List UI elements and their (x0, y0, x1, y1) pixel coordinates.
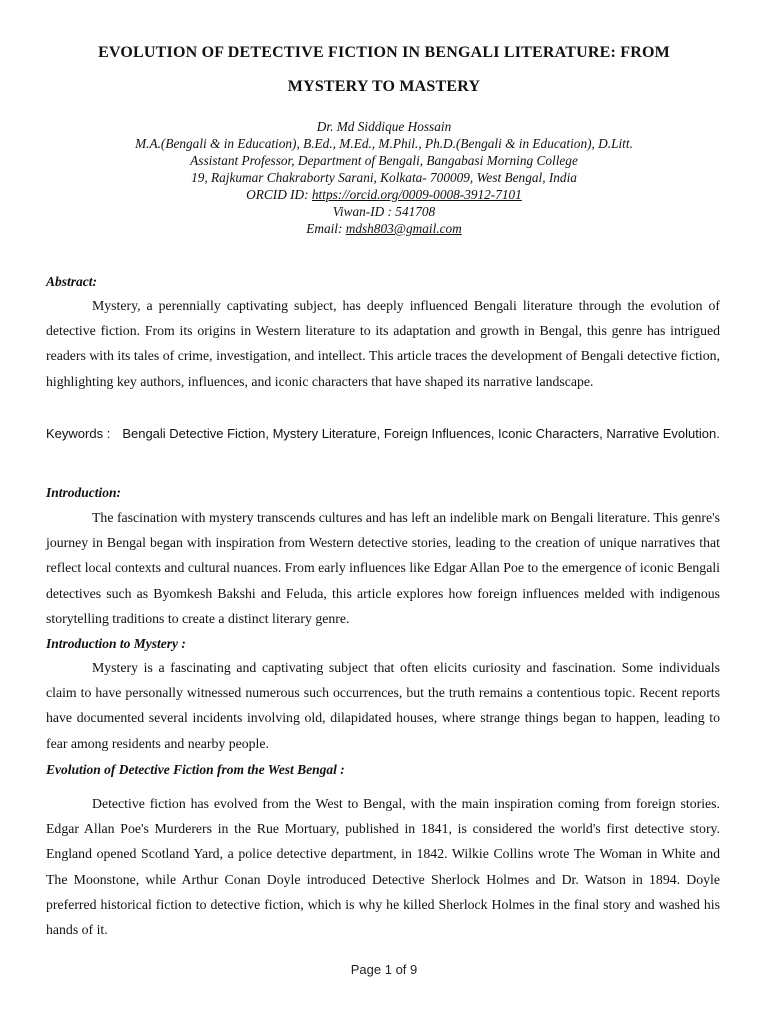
paper-title-line-2: MYSTERY TO MASTERY (287, 78, 481, 95)
keywords-text: Bengali Detective Fiction, Mystery Literature, Foreign Influences, Iconic Characters, Narrative Evolution. (122, 426, 720, 441)
author-position: Assistant Professor, Department of Bengali, Bangabasi Morning College (190, 153, 578, 168)
page-number: Page 1 of 9 (350, 962, 418, 977)
evolution-text: Detective fiction has evolved from the West to Bengal, with the main inspiration coming from foreign stories. Edgar Allan Poe's Murderers in the Rue Mortuary, published in 1841, is considered the world's first detective story. England opened Scotland Yard, a police detective department, in 1842. Wilkie Collins wrote The Woman in White and The Moonstone, while Arthur Conan Doyle introduced Detective Sherlock Holmes and Dr. Watson in 1894. Doyle preferred historical fiction to detective fiction, which is why he killed Sherlock Holmes in the final story and washed his hands of it. (46, 796, 720, 938)
introduction-heading: Introduction: (46, 485, 122, 500)
author-orcid (60, 186, 708, 203)
abstract-text: Mystery, a perennially captivating subject, has deeply influenced Bengali literature through the evolution of detective fiction. From its origins in Western literature to its adaptation and growth in Bengal, this genre has intrigued readers with its tales of crime, investigation, and intellect. This article traces the development of Bengali detective fiction, highlighting key authors, influences, and iconic characters that have shaped its narrative landscape. (46, 298, 720, 389)
abstract-heading: Abstract: (46, 274, 98, 289)
author-email (60, 220, 708, 237)
author-degrees: M.A.(Bengali & in Education), B.Ed., M.Ed., M.Phil., Ph.D.(Bengali & in Education), D.Litt. (135, 136, 633, 151)
intro-mystery-text: Mystery is a fascinating and captivating subject that often elicits curiosity and fascination. Some individuals claim to have personally witnessed numerous such occurrences, but the truth remains a contentious topic. Recent reports have documented several incidents involving old, dilapidated houses, where strange things began to happen, leading to fear among residents and nearby people. (46, 660, 720, 751)
paper-title-line-1: EVOLUTION OF DETECTIVE FICTION IN BENGALI LITERATURE: FROM (98, 44, 670, 61)
email-link[interactable]: mdsh803@gmail.com (345, 221, 462, 236)
author-block (60, 118, 708, 237)
author-name: Dr. Md Siddique Hossain (316, 119, 452, 134)
orcid-link[interactable]: https://orcid.org/0009-0008-3912-7101 (311, 187, 522, 202)
keywords-label: Keywords : (46, 426, 111, 441)
email-label: Email: (306, 221, 346, 236)
orcid-label: ORCID ID: (246, 187, 312, 202)
author-vidwan-id: Viwan-ID : 541708 (332, 204, 436, 219)
keywords (46, 420, 720, 448)
introduction-text: The fascination with mystery transcends cultures and has left an indelible mark on Bengali literature. This genre's journey in Bengal began with inspiration from Western detective stories, leading to the creation of unique narratives that reflect local contexts and cultural nuances. From early influences like Edgar Allan Poe to the emergence of iconic Bengali detectives such as Byomkesh Bakshi and Feluda, this article explores how foreign influences melded with indigenous storytelling traditions to create a distinct literary genre. (46, 510, 720, 626)
author-address: 19, Rajkumar Chakraborty Sarani, Kolkata- 700009, West Bengal, India (191, 170, 577, 185)
evolution-heading: Evolution of Detective Fiction from the West Bengal : (46, 762, 345, 777)
intro-mystery-heading: Introduction to Mystery : (46, 636, 186, 651)
